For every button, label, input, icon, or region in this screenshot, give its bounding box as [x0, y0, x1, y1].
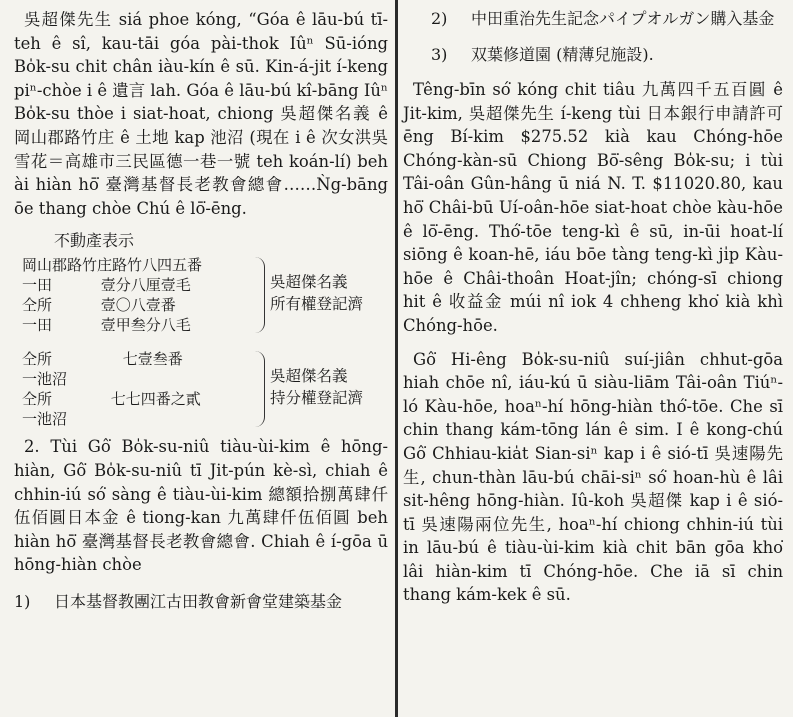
- land-location: 一田: [22, 276, 53, 295]
- land-value: 七七四番之貳: [110, 390, 201, 409]
- land-location: 仝所: [22, 296, 53, 315]
- list-text: 中田重治先生記念パイプオルガン購入基金: [471, 9, 775, 28]
- land-row: [22, 409, 96, 429]
- land-note-a: [270, 271, 363, 315]
- land-location: 岡山郡路竹庄路竹八四五番: [22, 256, 203, 275]
- list-item-1: [14, 591, 388, 613]
- paragraph-remittance: Têng-bīn só͘ kóng chit tiâu 九萬四千五百圓 ê Jit-kim, 吳超傑先生 í-keng tùi 日本銀行申請許可 ēng Bí-kim $275.52 kià kau Chóng-hōe Chóng-kàn-sū Chiong Bō͘-sêng Bo̍k-su; i tùi Tâi-oân Gûn-hâng ū niá N. T. $11020.80, kau hō͘ Châi-bū Uí-oân-hōe siat-hoat chòe kàu-hōe ê lō͘-ēng. Thó͘-tōe teng-kì ê sū, in-ūi hoat-lí siōng ê koan-hē, iáu bōe tàng teng-kì ji̍p Kàu-hōe ê Châi-thoân Hoat-jîn; chóng-sī chiong hit ê 收益金 múi nî iok 4 chheng kho͘ kià khì Chóng-hōe.: [403, 80, 783, 335]
- list-number: 3): [431, 45, 448, 64]
- paragraph-dedication: Gô͘ Hi-êng Bo̍k-su-niû suí-jiân chhut-gōa hiah chōe nî, iáu-kú ū siàu-liām Tâi-oân Tiúⁿ-ló Kàu-hōe, hoaⁿ-hí hōng-hiàn thó͘-tōe. Che sī chin thang kám-tōng lán ê sim. I ê kong-chú Gô͘ Chhiau-kia̍t Sian-siⁿ kap i ê sió-tī 吳速陽先生, chun-thàn lāu-bú chāi-siⁿ só͘ hoan-hù ê lâi sit-hêng hōng-hiàn. Iû-koh 吳超傑 kap i ê sió-tī 吳速陽兩位先生, hoaⁿ-hí chiong chhin-iú tùi in lāu-bú ê tiàu-ùi-kim kià chit bān gōa kho͘ lâi hiàn-kim tī Chóng-hōe. Che iā sī chin thang kám-kek ê sū.: [403, 349, 783, 605]
- list-item-3: [431, 44, 783, 66]
- list-item-2: [431, 8, 783, 30]
- paragraph-letter: 吳超傑先生 siá phoe kóng, “Góa ê lāu-bú tī-teh ê sî, kau-tāi góa pài-thok Iûⁿ Sū-ióng Bo̍k-su chit chân iàu-kín ê sū. Kin-á-jit í-keng piⁿ-chòe i ê 遺言 lah. Góa ê lāu-bú kî-bāng Iûⁿ Bo̍k-su thòe i siat-hoat, chiong 吳超傑名義 ê 岡山郡路竹庄 ê 土地 kap 池沼 (現在 i ê 次女洪吳雪花＝高雄市三民區德一巷一號 teh koán-lí) beh ài hiàn hō͘ 臺灣基督長老教會總會……Ǹg-bāng ōe thang chòe Chú ê lō͘-ēng.: [14, 10, 388, 218]
- land-heading: 不動產表示: [54, 231, 135, 251]
- land-row: [22, 275, 191, 295]
- list-text: 日本基督教團江古田教會新會堂建築基金: [54, 591, 343, 611]
- land-value: 壹甲叁分八毛: [100, 316, 191, 335]
- land-row: [22, 295, 176, 315]
- land-value: 壹〇八壹番: [100, 296, 176, 315]
- land-value: 七壹叁番: [122, 350, 183, 369]
- land-location: 一田: [22, 316, 53, 335]
- note-line: 持分權登記濟: [270, 389, 364, 408]
- land-row: [22, 389, 201, 409]
- note-line: 吳超傑名義: [270, 367, 348, 386]
- paragraph-memorial-fund: 2. Tùi Gô͘ Bo̍k-su-niû tiàu-ùi-kim ê hōng-hiàn, Gô͘ Bo̍k-su-niû tī Jit-pún kè-sì, chiah ê chhin-iú só͘ sàng ê tiàu-ùi-kim 總額拾捌萬肆仟伍佰圓日本金 ê tiong-kan 九萬肆仟伍佰圓 beh hiàn hō͘ 臺灣基督長老教會總會. Chiah ê í-gōa ū hōng-hiàn chòe: [14, 437, 388, 575]
- list-number: 2): [431, 9, 448, 28]
- land-value: 壹分八厘壹毛: [100, 276, 191, 295]
- land-note-b: [270, 365, 363, 409]
- land-row: [22, 349, 183, 369]
- left-column: [14, 0, 388, 613]
- right-column: [403, 0, 783, 607]
- note-line: 所有權登記濟: [270, 295, 364, 314]
- land-row: [22, 369, 96, 389]
- land-location: 仝所: [22, 350, 53, 369]
- land-row: [22, 315, 191, 335]
- land-location: 一池沼: [22, 370, 68, 389]
- brace-a: [254, 257, 265, 333]
- list-number: 1): [14, 591, 31, 611]
- land-location: 仝所: [22, 390, 53, 409]
- list-text: 双葉修道園 (精薄兒施設).: [471, 45, 654, 64]
- brace-b: [254, 351, 265, 427]
- land-location: 一池沼: [22, 410, 68, 429]
- land-table: [14, 255, 388, 433]
- note-line: 吳超傑名義: [270, 273, 348, 292]
- land-row: [22, 255, 202, 275]
- column-divider: [395, 0, 398, 717]
